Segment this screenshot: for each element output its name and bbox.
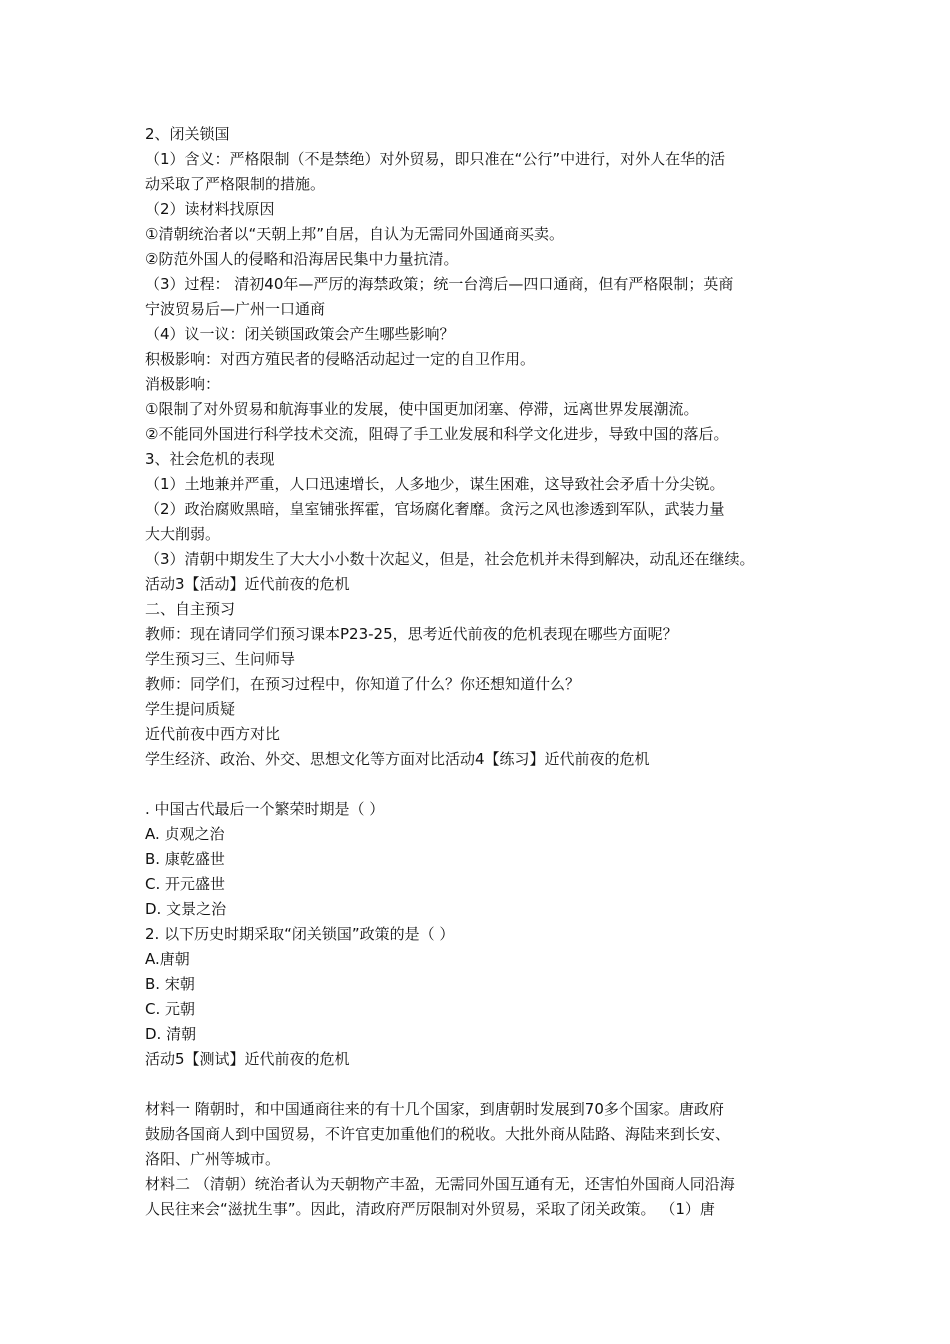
text-line: ②不能同外国进行科学技术交流，阻碍了手工业发展和科学文化进步，导致中国的落后。 xyxy=(145,425,729,443)
text-line: ①限制了对外贸易和航海事业的发展，使中国更加闭塞、停滞，远离世界发展潮流。 xyxy=(145,400,699,418)
material-line: 人民往来会“滋扰生事”。因此，清政府严厉限制对外贸易，采取了闭关政策。 （1）唐 xyxy=(145,1200,715,1218)
text-line: 宁波贸易后—广州一口通商 xyxy=(145,300,326,318)
text-line: （3）清朝中期发生了大大小小数十次起义，但是，社会危机并未得到解决，动乱还在继续。 xyxy=(145,550,755,568)
text-line: 学生提问质疑 xyxy=(145,700,236,718)
text-line: （2）读材料找原因 xyxy=(145,200,275,218)
quiz-option: C. 元朝 xyxy=(145,1000,196,1018)
document-page xyxy=(145,122,835,1222)
activity-heading: 活动3【活动】近代前夜的危机 xyxy=(145,575,350,593)
quiz-option: D. 清朝 xyxy=(145,1025,197,1043)
material-line: 材料一 隋朝时，和中国通商往来的有十几个国家，到唐朝时发展到70多个国家。唐政府 xyxy=(145,1100,724,1118)
quiz-option: A. 贞观之治 xyxy=(145,825,225,843)
text-line: 学生预习三、生问师导 xyxy=(145,650,296,668)
text-line: 动采取了严格限制的措施。 xyxy=(145,175,326,193)
material-line: 洛阳、广州等城市。 xyxy=(145,1150,281,1168)
text-line: ②防范外国人的侵略和沿海居民集中力量抗清。 xyxy=(145,250,459,268)
text-line: （2）政治腐败黑暗，皇室铺张挥霍，官场腐化奢靡。贪污之风也渗透到军队，武装力量 xyxy=(145,500,725,518)
quiz-option: A.唐朝 xyxy=(145,950,190,968)
text-line: 积极影响：对西方殖民者的侵略活动起过一定的自卫作用。 xyxy=(145,350,536,368)
text-line: 近代前夜中西方对比 xyxy=(145,725,281,743)
activity-heading: 活动5【测试】近代前夜的危机 xyxy=(145,1050,350,1068)
text-line: 教师：同学们，在预习过程中，你知道了什么？你还想知道什么？ xyxy=(145,675,581,693)
quiz-option: D. 文景之治 xyxy=(145,900,227,918)
text-line: （3）过程： 清初40年—严厉的海禁政策；统一台湾后—四口通商，但有严格限制；英商 xyxy=(145,275,734,293)
text-line: （4）议一议：闭关锁国政策会产生哪些影响？ xyxy=(145,325,455,343)
text-line: 教师：现在请同学们预习课本P23-25，思考近代前夜的危机表现在哪些方面呢？ xyxy=(145,625,678,643)
section-heading: 二、自主预习 xyxy=(145,600,236,618)
text-line: ①清朝统治者以“天朝上邦”自居，自认为无需同外国通商买卖。 xyxy=(145,225,564,243)
section-heading: 3、社会危机的表现 xyxy=(145,450,275,468)
blank-line xyxy=(145,772,835,797)
text-line: （1）含义：严格限制（不是禁绝）对外贸易，即只准在“公行”中进行，对外人在华的活 xyxy=(145,150,726,168)
material-line: 鼓励各国商人到中国贸易，不许官吏加重他们的税收。大批外商从陆路、海陆来到长安、 xyxy=(145,1125,731,1143)
text-line: 学生经济、政治、外交、思想文化等方面对比活动4【练习】近代前夜的危机 xyxy=(145,750,650,768)
material-line: 材料二 （清朝）统治者认为天朝物产丰盈，无需同外国互通有无，还害怕外国商人同沿海 xyxy=(145,1175,735,1193)
text-line: 消极影响： xyxy=(145,375,221,393)
quiz-option: B. 宋朝 xyxy=(145,975,195,993)
quiz-question: . 中国古代最后一个繁荣时期是（ ） xyxy=(145,800,385,818)
text-line: 大大削弱。 xyxy=(145,525,221,543)
quiz-question: 2. 以下历史时期采取“闭关锁国”政策的是（ ） xyxy=(145,925,455,943)
text-line: （1）土地兼并严重，人口迅速增长，人多地少，谋生困难，这导致社会矛盾十分尖锐。 xyxy=(145,475,725,493)
section-heading: 2、闭关锁国 xyxy=(145,125,230,143)
blank-line xyxy=(145,1072,835,1097)
quiz-option: C. 开元盛世 xyxy=(145,875,226,893)
quiz-option: B. 康乾盛世 xyxy=(145,850,225,868)
